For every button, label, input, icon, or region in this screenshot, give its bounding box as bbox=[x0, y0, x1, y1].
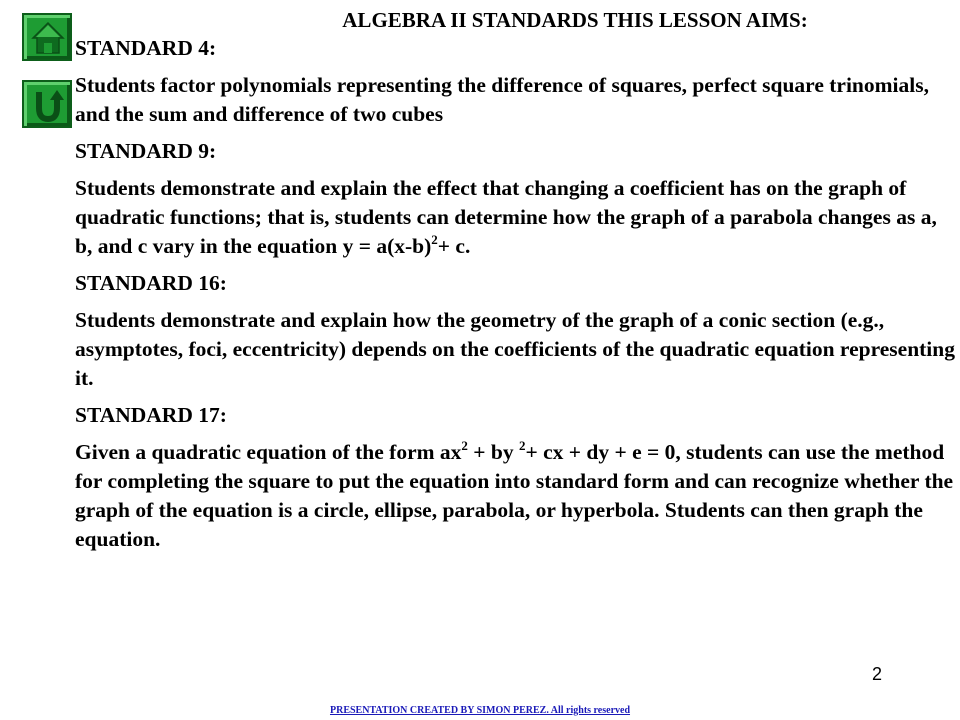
home-icon bbox=[31, 21, 65, 55]
standard-4-text: Students factor polynomials representing the difference of squares, perfect square trinomials, and the sum and difference of two cubes bbox=[75, 73, 929, 126]
standard-9-text-end: + c. bbox=[437, 234, 471, 258]
standard-17-heading: STANDARD 17: bbox=[75, 403, 227, 427]
standards-list bbox=[75, 34, 955, 562]
standard-9-exponent: 2 bbox=[431, 232, 438, 247]
standard-9-text bbox=[75, 174, 955, 261]
home-button[interactable] bbox=[22, 13, 72, 61]
page-number: 2 bbox=[872, 664, 883, 684]
standard-17-exp-b: 2 bbox=[519, 438, 526, 453]
slide-title: ALGEBRA II STANDARDS THIS LESSON AIMS: bbox=[342, 8, 808, 32]
standard-17-text-c: + cx + dy + e = 0, students can use the method for completing the square to put the equation into standard form and can recognize whether the graph of the equation is a circle, ellipse, parabola, or hyperbola. Students can then graph the equation. bbox=[75, 440, 954, 551]
standard-17-text-a: Given a quadratic equation of the form ax bbox=[75, 440, 462, 464]
u-turn-back-icon bbox=[31, 88, 65, 122]
standard-9-heading: STANDARD 9: bbox=[75, 139, 217, 163]
standard-16-heading: STANDARD 16: bbox=[75, 271, 227, 295]
back-button[interactable] bbox=[22, 80, 72, 128]
footer-credit-link[interactable]: PRESENTATION CREATED BY SIMON PEREZ. All rights reserved bbox=[329, 705, 631, 716]
standard-17-exp-a: 2 bbox=[461, 438, 468, 453]
standard-17-text bbox=[75, 438, 955, 554]
standard-16-text: Students demonstrate and explain how the geometry of the graph of a conic section (e.g., asymptotes, foci, eccentricity) depends on the coefficients of the quadratic equation representing it. bbox=[75, 308, 955, 390]
standard-17-text-b: + by bbox=[467, 440, 519, 464]
standard-4-heading: STANDARD 4: bbox=[75, 36, 217, 60]
standard-9-text-main: Students demonstrate and explain the effect that changing a coefficient has on the graph of quadratic functions; that is, students can determine how the graph of a parabola changes as a, b, and c vary in the equation y = a(x-b) bbox=[75, 176, 937, 258]
